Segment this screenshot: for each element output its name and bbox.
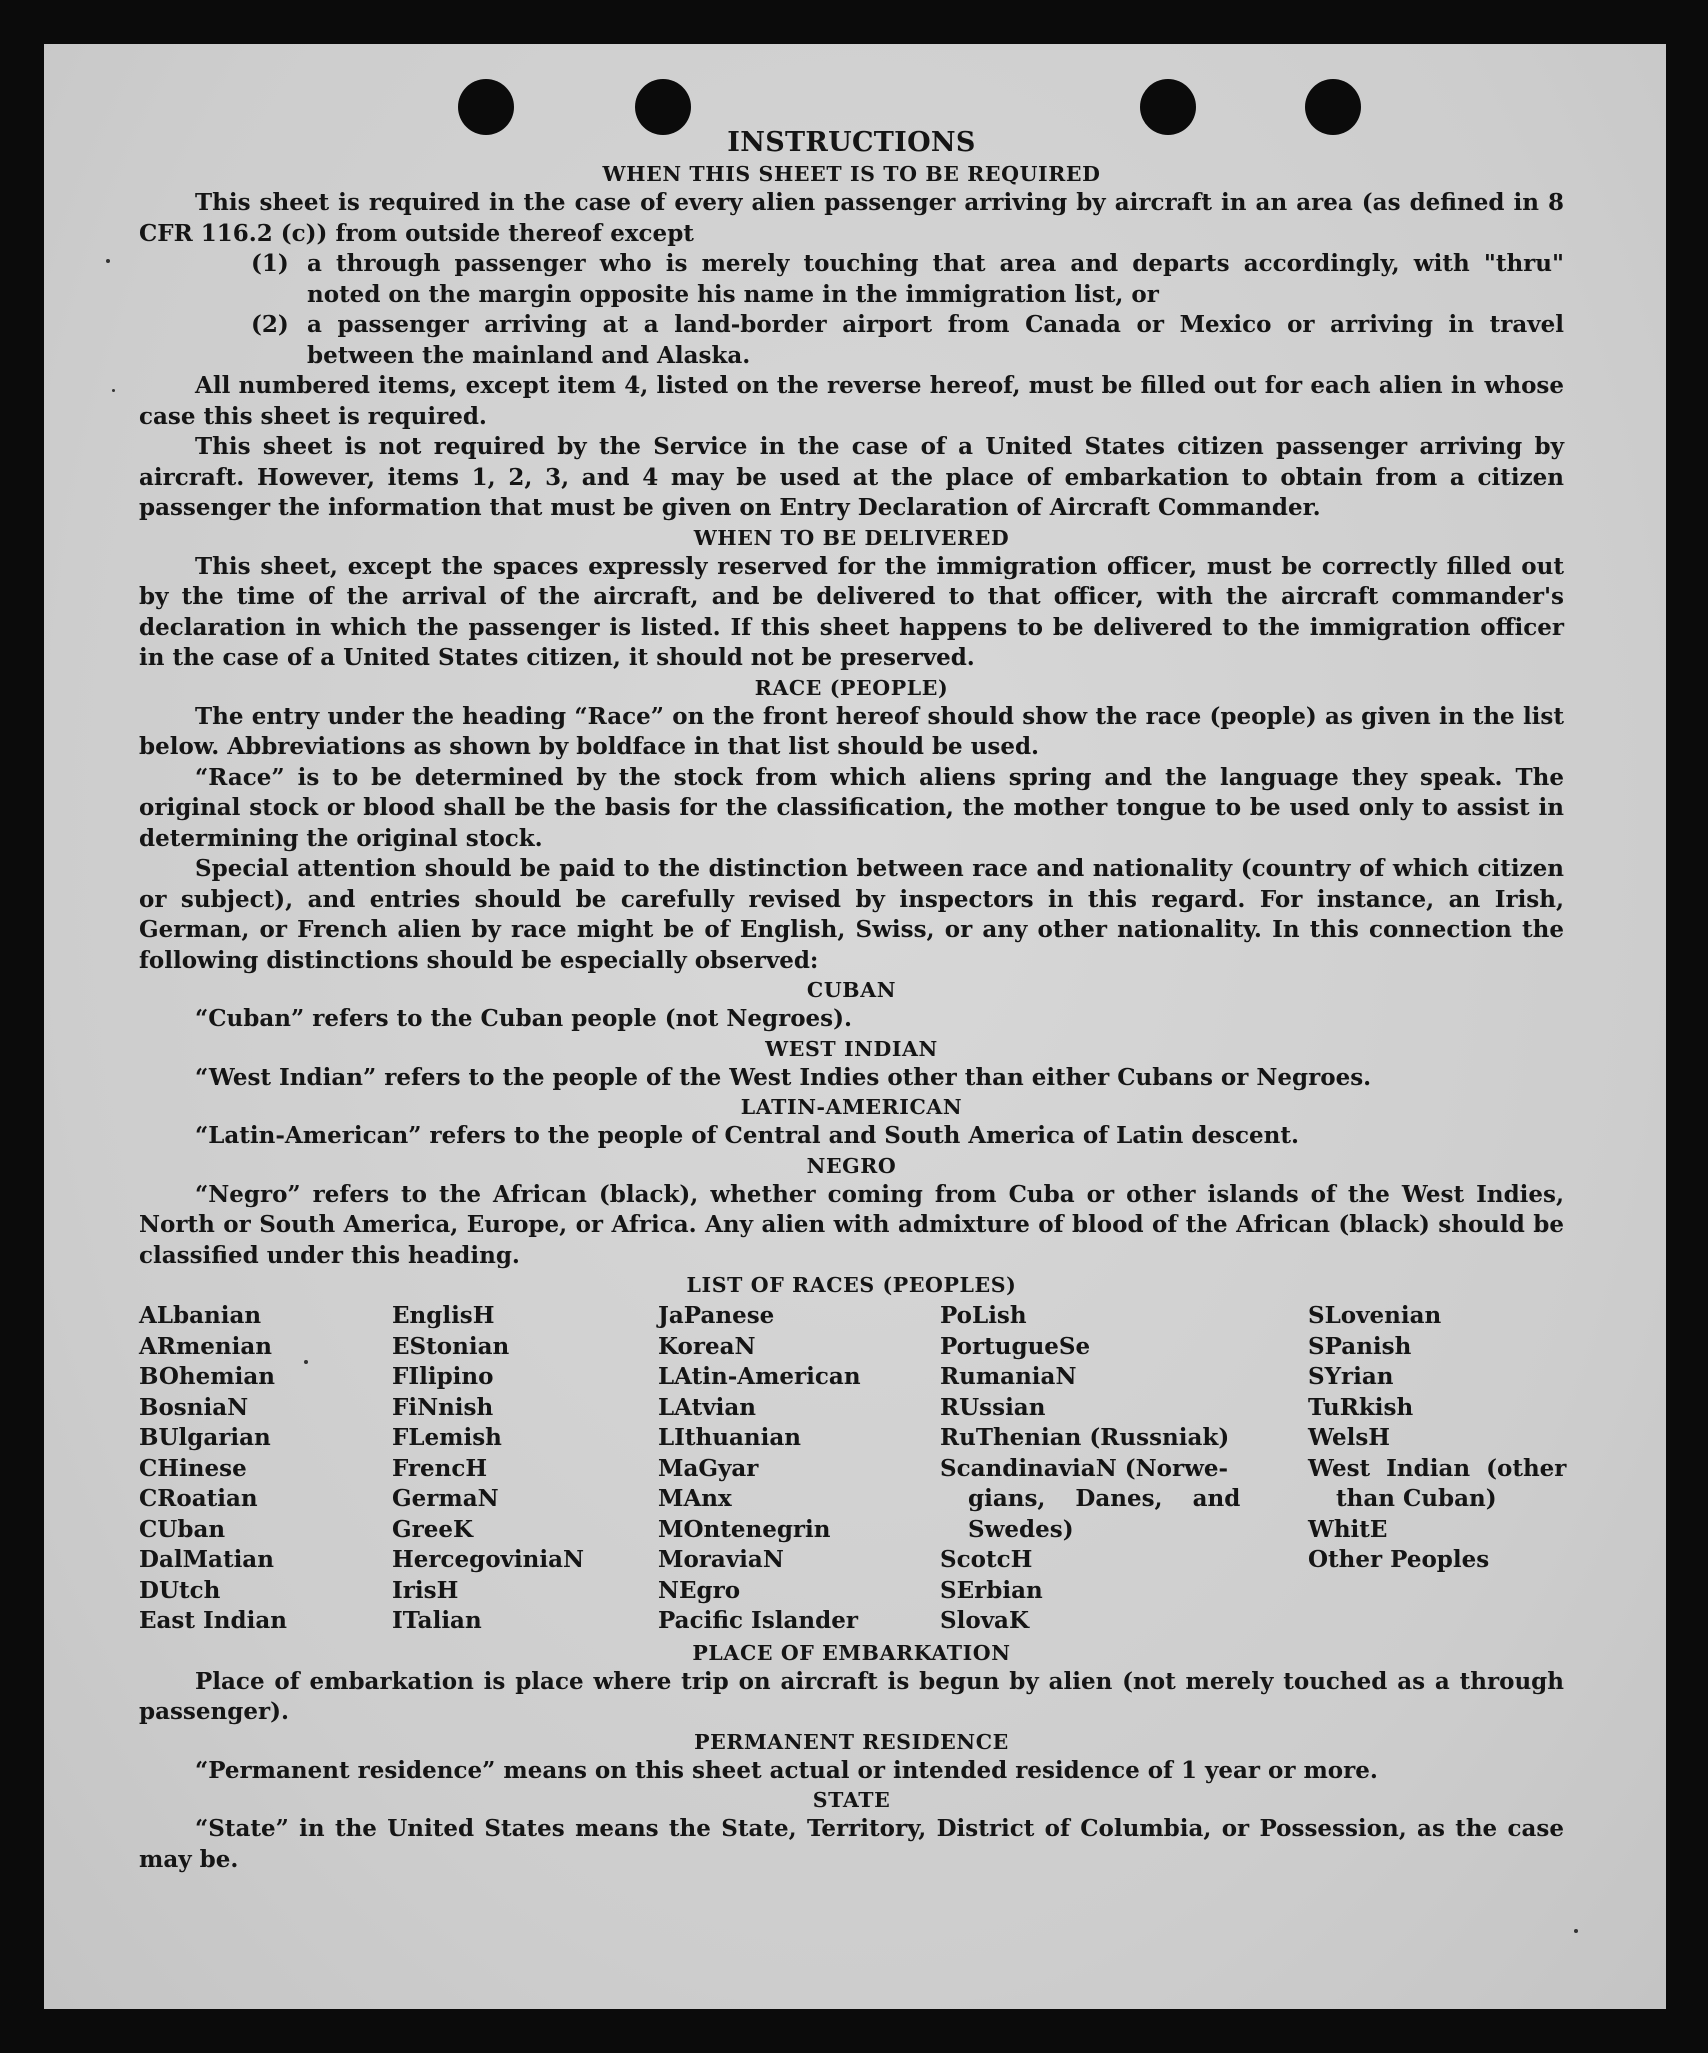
race-item: KoreaN <box>658 1332 756 1360</box>
race-item: EStonian <box>392 1332 510 1360</box>
section-heading: WEST INDIAN <box>765 1036 938 1061</box>
speck <box>112 389 115 392</box>
race-item: NEgro <box>658 1576 741 1604</box>
races-column <box>392 1301 658 1637</box>
page-title: INSTRUCTIONS <box>727 127 976 158</box>
race-item: SLovenian <box>1308 1302 1442 1329</box>
paragraph: “Cuban” refers to the Cuban people (not Negroes). <box>195 1005 853 1032</box>
item-number: (1) <box>251 250 289 277</box>
race-item: ScandinaviaN (Norwe- <box>940 1454 1229 1482</box>
race-item-continued: than Cuban) <box>1336 1485 1497 1512</box>
race-item: MOntenegrin <box>658 1515 831 1543</box>
paragraph: “Permanent residence” means on this sheet actual or intended residence of 1 year or more. <box>195 1756 1378 1784</box>
race-item: DalMatian <box>139 1546 274 1573</box>
race-item: West Indian (other <box>1308 1454 1567 1482</box>
race-item: Other Peoples <box>1308 1546 1490 1573</box>
section-heading: PLACE OF EMBARKATION <box>692 1640 1011 1665</box>
paragraph: “State” in the United States means the State, Territory, District of Columbia, or Possession, as the case may be. <box>139 1815 1564 1873</box>
paragraph: The entry under the heading “Race” on the front hereof should show the race (people) as given in the list below. Abbreviations as shown by boldface in that list should be used. <box>139 702 1564 760</box>
race-item: ITalian <box>392 1607 482 1634</box>
paragraph: “Latin-American” refers to the people of Central and South America of Latin descent. <box>195 1122 1299 1149</box>
race-item: BOhemian <box>139 1363 275 1390</box>
race-item-continued: Swedes) <box>968 1515 1074 1543</box>
races-column <box>940 1301 1308 1637</box>
race-item: ScotcH <box>940 1546 1033 1573</box>
race-item: MAnx <box>658 1485 732 1512</box>
race-item: SlovaK <box>940 1607 1029 1634</box>
section-heading: RACE (PEOPLE) <box>754 675 949 700</box>
speck <box>106 259 110 263</box>
races-column <box>1308 1301 1567 1637</box>
paragraph: All numbered items, except item 4, listed on the reverse hereof, must be filled out for each alien in whose case this sheet is required. <box>139 372 1564 430</box>
document-page <box>44 44 1666 2009</box>
paragraph: Special attention should be paid to the distinction between race and nationality (country of which citizen or subject), and entries should be carefully revised by inspectors in this regard. For instance, an Irish, German, or French alien by race might be of English, Swiss, or any other nationality. In this connection the following distinctions should be especially observed: <box>139 855 1564 974</box>
instructions-text <box>139 126 1567 1875</box>
races-list <box>139 1301 1567 1637</box>
section-heading: WHEN THIS SHEET IS TO BE REQUIRED <box>602 162 1101 186</box>
section-heading: PERMANENT RESIDENCE <box>694 1729 1009 1754</box>
speck <box>1574 1929 1578 1933</box>
race-item: DUtch <box>139 1576 221 1604</box>
section-heading: STATE <box>812 1788 891 1812</box>
race-item: Pacific Islander <box>658 1607 858 1634</box>
race-item: FLemish <box>392 1424 502 1451</box>
race-item: FrencH <box>392 1454 488 1482</box>
item-text: a passenger arriving at a land-border airport from Canada or Mexico or arriving in travel between the mainland and Alaska. <box>307 311 1564 369</box>
race-item: JaPanese <box>658 1302 775 1329</box>
paragraph: This sheet is not required by the Service in the case of a United States citizen passenger arriving by aircraft. However, items 1, 2, 3, and 4 may be used at the place of embarkation to obtain from a citizen passenger the information that must be given on Entry Declaration of Aircraft Commander. <box>139 433 1564 521</box>
section-heading: WHEN TO BE DELIVERED <box>693 525 1010 550</box>
race-item: SYrian <box>1308 1363 1394 1390</box>
race-item: RUssian <box>940 1393 1046 1421</box>
races-column <box>139 1301 392 1637</box>
section-heading: NEGRO <box>806 1153 897 1178</box>
exception-item <box>251 310 1564 371</box>
race-item: TuRkish <box>1308 1393 1414 1421</box>
paragraph: “Race” is to be determined by the stock from which aliens spring and the language they speak. The original stock or blood shall be the basis for the classification, the mother tongue to be used only to assist in determining the original stock. <box>139 763 1564 852</box>
item-text: a through passenger who is merely touching that area and departs accordingly, with "thru" noted on the margin opposite his name in the immigration list, or <box>307 250 1564 308</box>
race-item: CUban <box>139 1515 226 1543</box>
paragraph: “Negro” refers to the African (black), whether coming from Cuba or other islands of the West Indies, North or South America, Europe, or Africa. Any alien with admixture of blood of the African (black) should be classified under this heading. <box>139 1180 1564 1269</box>
race-item: WelsH <box>1308 1424 1391 1451</box>
race-item: LIthuanian <box>658 1424 801 1451</box>
race-item: GermaN <box>392 1485 499 1512</box>
race-item: BosniaN <box>139 1393 249 1421</box>
race-item: EnglisH <box>392 1302 495 1329</box>
race-item: IrisH <box>392 1576 459 1604</box>
race-item: HercegoviniaN <box>392 1546 585 1573</box>
race-item: LAtin-American <box>658 1363 861 1390</box>
race-item: ARmenian <box>139 1332 273 1360</box>
race-item: CHinese <box>139 1454 247 1482</box>
race-item: East Indian <box>139 1607 287 1634</box>
race-item: CRoatian <box>139 1485 258 1512</box>
paragraph: This sheet is required in the case of every alien passenger arriving by aircraft in an area (as defined in 8 CFR 116.2 (c)) from outside thereof except <box>139 189 1564 247</box>
section-heading: CUBAN <box>806 978 897 1002</box>
race-item-continued: gians, Danes, and <box>968 1485 1241 1512</box>
race-item: ALbanian <box>139 1302 262 1329</box>
race-item: PortugueSe <box>940 1332 1091 1360</box>
paragraph: This sheet, except the spaces expressly reserved for the immigration officer, must be correctly filled out by the time of the arrival of the aircraft, and be delivered to that officer, with the aircraft commander's declaration in which the passenger is listed. If this sheet happens to be delivered to the immigration officer in the case of a United States citizen, it should not be preserved. <box>139 552 1564 671</box>
paragraph: “West Indian” refers to the people of the West Indies other than either Cubans or Negroes. <box>195 1063 1372 1091</box>
race-item: LAtvian <box>658 1393 756 1421</box>
race-item: MaGyar <box>658 1454 759 1482</box>
paragraph: Place of embarkation is place where trip on aircraft is begun by alien (not merely touched as a through passenger). <box>139 1667 1564 1725</box>
section-heading: LIST OF RACES (PEOPLES) <box>686 1273 1017 1297</box>
races-column <box>658 1301 940 1637</box>
race-item: MoraviaN <box>658 1546 784 1573</box>
race-item: RumaniaN <box>940 1363 1077 1390</box>
section-heading: LATIN-AMERICAN <box>740 1095 963 1119</box>
race-item: FiNnish <box>392 1393 494 1421</box>
race-item: RuThenian (Russniak) <box>940 1424 1230 1451</box>
item-number: (2) <box>251 311 289 338</box>
race-item: WhitE <box>1308 1515 1388 1543</box>
race-item: SPanish <box>1308 1332 1412 1360</box>
race-item: SErbian <box>940 1576 1043 1604</box>
race-item: GreeK <box>392 1515 474 1543</box>
race-item: BUlgarian <box>139 1424 271 1451</box>
race-item: FIlipino <box>392 1363 494 1390</box>
exception-item <box>251 249 1564 310</box>
race-item: PoLish <box>940 1302 1027 1329</box>
